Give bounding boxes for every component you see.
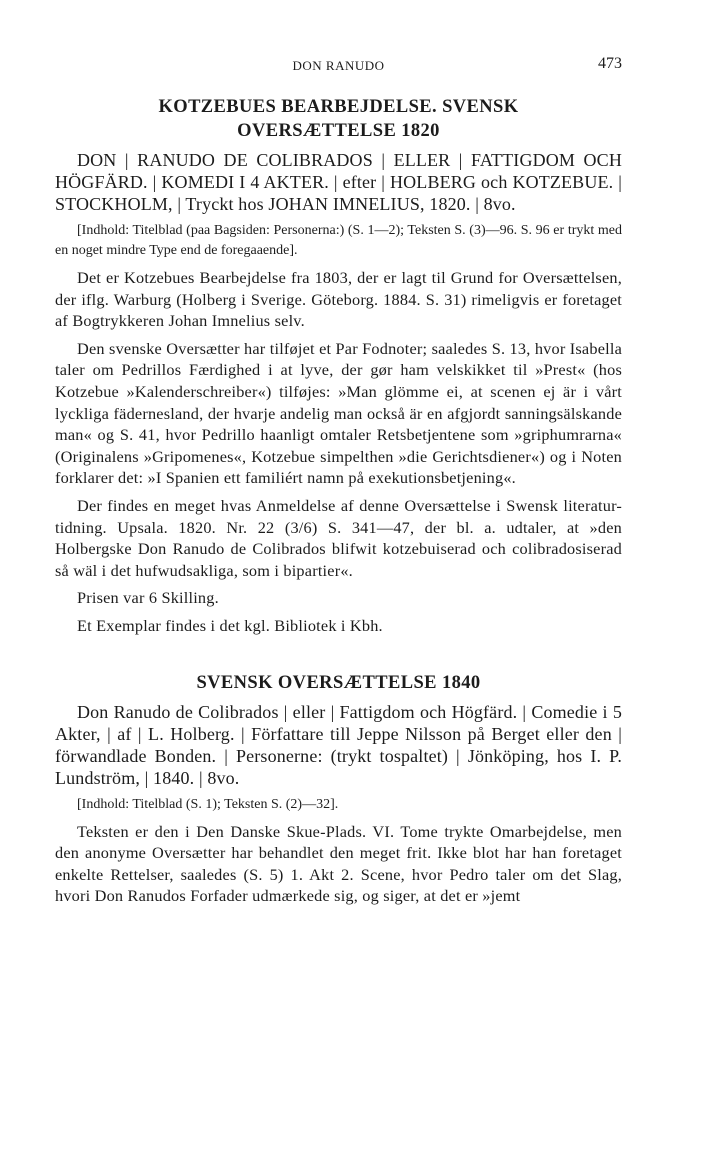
contents-note: [Indhold: Titelblad (paa Bagsiden: Personerna:) (S. 1—2); Teksten S. (3)—96. S. 96 er trykt med en noget mindre Type end de foregaaende].	[55, 223, 622, 258]
bibliographic-entry: Don Ranudo de Colibrados | eller | Fattigdom och Högfärd. | Comedie i 5 Akter, | af | L. Holberg. | Författare till Jeppe Nilsson på Berget eller den | förwandlade Bonden. | Personerne: (trykt tospaltet) | Jönköping, hos I. P. Lundström, | 1840. | 8vo.	[55, 701, 622, 788]
page-number: 473	[598, 55, 622, 72]
section-title: SVENSK OVERSÆTTELSE 1840	[196, 672, 481, 693]
section-2	[55, 671, 622, 907]
body-paragraph: Den svenske Oversætter har tilføjet et Par Fodnoter; saaledes S. 13, hvor Isabella taler om Pedrillos Færdighed i at lyve, der gør ham velskikket til »Prest« (hos Kotzebue »Kalenderschreiber«) tilføjes: »Man glömme ei, at scenen ej är i vårt lyckliga fädernesland, der hvarje andelig man också är en afgjordt sanningsälskande man« og S. 41, hvor Pedrillo haanligt omtaler Retsbetjentene som »griphumrarna« (Originalens »Gripomenes«, Kotzebue simpelthen »die Gerichtsdiener«) og i Noten forklarer det: »I Spanien ett familiért namn på exekutionsbetjening«.	[55, 338, 622, 488]
book-page	[55, 55, 622, 907]
body-paragraph: Der findes en meget hvas Anmeldelse af denne Oversættelse i Swensk literatur-tidning. Upsala. 1820. Nr. 22 (3/6) S. 341—47, der bl. a. udtaler, at »den Holbergske Don Ranudo de Colibrados blifwit kotzebuiserad och colibradosiserad så wäl i det hufwudsakliga, som i bipartier«.	[55, 495, 622, 580]
section-title-line-2: OVERSÆTTELSE 1820	[237, 121, 440, 141]
section-title-line-1: KOTZEBUES BEARBEJDELSE. SVENSK	[158, 97, 519, 117]
page-header	[55, 55, 622, 85]
bibliographic-entry: DON | RANUDO DE COLIBRADOS | ELLER | FATTIGDOM OCH HÖGFÄRD. | KOMEDI I 4 AKTER. | efter | HOLBERG och KOTZEBUE. | STOCKHOLM, | Tryckt hos JOHAN IMNELIUS, 1820. | 8vo.	[55, 150, 622, 214]
body-paragraph: Prisen var 6 Skilling.	[77, 588, 219, 608]
body-paragraph: Teksten er den i Den Danske Skue-Plads. VI. Tome trykte Omarbejdelse, men den anonyme Oversætter har behandlet den meget frit. Ikke blot har han foretaget enkelte Rettelser, saaledes (S. 5) 1. Akt 2. Scene, hvor Pedro taler om det Slag, hvori Don Ranudos Forfader udmærkede sig, og siger, at det er »jemt	[55, 821, 622, 906]
body-paragraph: Et Exemplar findes i det kgl. Bibliotek i Kbh.	[77, 615, 383, 635]
running-head: DON RANUDO	[292, 58, 385, 73]
contents-note: [Indhold: Titelblad (S. 1); Teksten S. (2)—32].	[77, 796, 339, 812]
body-paragraph: Det er Kotzebues Bearbejdelse fra 1803, der er lagt til Grund for Oversættelsen, der iflg. Warburg (Holberg i Sverige. Göteborg. 1884. S. 31) rimeligvis er foretaget af Bogtrykkeren Johan Imnelius selv.	[55, 268, 622, 331]
section-1	[55, 95, 622, 637]
